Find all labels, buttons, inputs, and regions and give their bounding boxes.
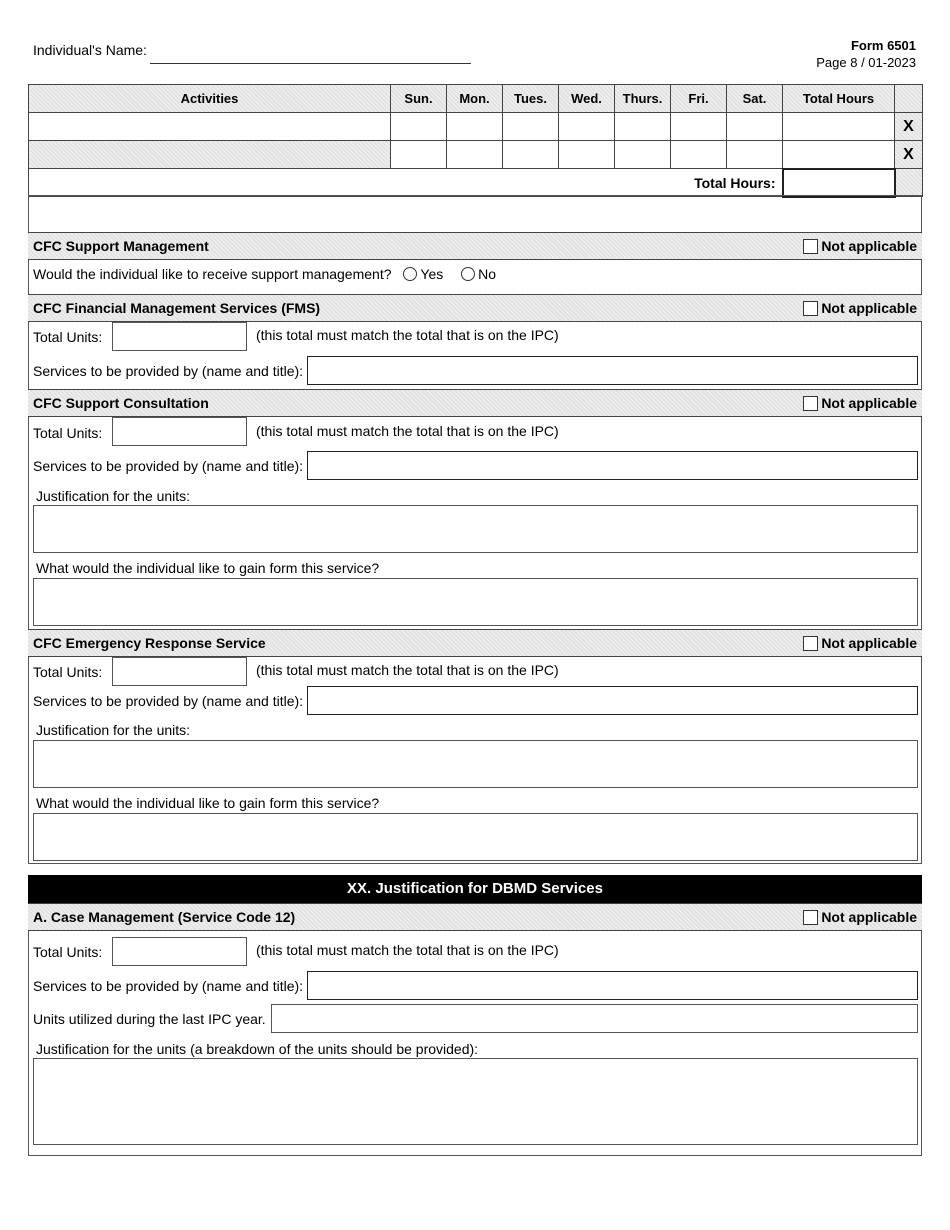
row-total-cell[interactable]: [783, 113, 895, 141]
day-cell[interactable]: [391, 113, 447, 141]
total-hours-label: Total Hours:: [29, 169, 783, 197]
col-fri: Fri.: [671, 85, 727, 113]
support-management-title: CFC Support Management: [33, 238, 209, 254]
fms-provider-input[interactable]: [307, 356, 918, 385]
consultation-title: CFC Support Consultation: [33, 395, 209, 411]
emergency-justification-input[interactable]: [33, 740, 918, 788]
col-actions: [895, 85, 923, 113]
day-cell[interactable]: [391, 141, 447, 169]
emergency-title: CFC Emergency Response Service: [33, 635, 266, 651]
consultation-justification-label: Justification for the units:: [36, 488, 191, 504]
fms-provider-label: Services to be provided by (name and title):: [33, 363, 304, 379]
radio-no[interactable]: [461, 267, 475, 281]
emergency-total-units-label: Total Units:: [33, 664, 103, 680]
dbmd-justification-input[interactable]: [33, 1058, 918, 1145]
day-cell[interactable]: [727, 141, 783, 169]
dbmd-provider-input[interactable]: [307, 971, 918, 1000]
yes-label: Yes: [420, 266, 444, 282]
fms-header: [28, 294, 922, 322]
day-cell[interactable]: [559, 113, 615, 141]
day-cell[interactable]: [559, 141, 615, 169]
day-cell[interactable]: [671, 113, 727, 141]
checkbox-icon[interactable]: [803, 396, 818, 411]
not-applicable-label: Not applicable: [821, 238, 917, 254]
no-label: No: [478, 266, 497, 282]
fms-total-units-label: Total Units:: [33, 329, 103, 345]
emergency-total-units-input[interactable]: [112, 657, 247, 686]
not-applicable-label: Not applicable: [821, 635, 917, 651]
dbmd-total-units-note: (this total must match the total that is on the IPC): [256, 942, 559, 958]
fms-total-units-input[interactable]: [112, 322, 247, 351]
col-sat: Sat.: [727, 85, 783, 113]
fms-total-units-note: (this total must match the total that is on the IPC): [256, 327, 559, 343]
activities-header-row: [29, 85, 923, 113]
consultation-gain-label: What would the individual like to gain form this service?: [36, 560, 380, 576]
total-hours-row: [29, 169, 923, 197]
col-tues: Tues.: [503, 85, 559, 113]
dbmd-utilized-label: Units utilized during the last IPC year.: [33, 1011, 266, 1027]
individual-name-field[interactable]: [150, 63, 471, 64]
emergency-justification-label: Justification for the units:: [36, 722, 191, 738]
emergency-na[interactable]: [803, 635, 917, 651]
dbmd-section-title: XX. Justification for DBMD Services: [28, 875, 922, 903]
dbmd-total-units-label: Total Units:: [33, 944, 103, 960]
checkbox-icon[interactable]: [803, 301, 818, 316]
activities-table: [28, 84, 923, 198]
emergency-provider-input[interactable]: [307, 686, 918, 715]
col-mon: Mon.: [447, 85, 503, 113]
page-info: Page 8 / 01-2023: [816, 55, 916, 70]
consultation-header: [28, 389, 922, 417]
support-management-question: Would the individual like to receive support management?: [33, 266, 392, 282]
total-hours-field[interactable]: [783, 169, 895, 197]
day-cell[interactable]: [615, 141, 671, 169]
activity-cell[interactable]: [29, 141, 391, 169]
col-sun: Sun.: [391, 85, 447, 113]
col-activities: Activities: [29, 85, 391, 113]
consultation-provider-label: Services to be provided by (name and title):: [33, 458, 304, 474]
consultation-na[interactable]: [803, 395, 917, 411]
emergency-header: [28, 629, 922, 657]
col-total-hours: Total Hours: [783, 85, 895, 113]
case-management-header: [28, 903, 922, 931]
activity-cell[interactable]: [29, 113, 391, 141]
support-management-na[interactable]: [803, 238, 917, 254]
day-cell[interactable]: [671, 141, 727, 169]
support-management-header: [28, 232, 922, 260]
row-total-cell[interactable]: [783, 141, 895, 169]
day-cell[interactable]: [447, 141, 503, 169]
case-management-na[interactable]: [803, 909, 917, 925]
day-cell[interactable]: [447, 113, 503, 141]
radio-yes[interactable]: [403, 267, 417, 281]
not-applicable-label: Not applicable: [821, 909, 917, 925]
dbmd-total-units-input[interactable]: [112, 937, 247, 966]
emergency-gain-label: What would the individual like to gain form this service?: [36, 795, 380, 811]
dbmd-utilized-input[interactable]: [271, 1004, 918, 1033]
dbmd-justification-label: Justification for the units (a breakdown of the units should be provided):: [36, 1041, 479, 1057]
day-cell[interactable]: [503, 141, 559, 169]
consultation-total-units-label: Total Units:: [33, 425, 103, 441]
checkbox-icon[interactable]: [803, 910, 818, 925]
delete-row-button[interactable]: X: [895, 113, 923, 141]
not-applicable-label: Not applicable: [821, 300, 917, 316]
emergency-total-units-note: (this total must match the total that is on the IPC): [256, 662, 559, 678]
consultation-justification-input[interactable]: [33, 505, 918, 553]
individual-name-label: Individual's Name:: [33, 42, 147, 58]
col-thurs: Thurs.: [615, 85, 671, 113]
day-cell[interactable]: [615, 113, 671, 141]
not-applicable-label: Not applicable: [821, 395, 917, 411]
day-cell[interactable]: [727, 113, 783, 141]
total-hours-spacer: [895, 169, 923, 197]
form-number: Form 6501: [850, 38, 916, 53]
checkbox-icon[interactable]: [803, 636, 818, 651]
checkbox-icon[interactable]: [803, 239, 818, 254]
consultation-gain-input[interactable]: [33, 578, 918, 626]
day-cell[interactable]: [503, 113, 559, 141]
delete-row-button[interactable]: X: [895, 141, 923, 169]
emergency-provider-label: Services to be provided by (name and title):: [33, 693, 304, 709]
fms-title: CFC Financial Management Services (FMS): [33, 300, 321, 316]
emergency-gain-input[interactable]: [33, 813, 918, 861]
consultation-total-units-note: (this total must match the total that is on the IPC): [256, 423, 559, 439]
consultation-provider-input[interactable]: [307, 451, 918, 480]
table-row: [29, 113, 923, 141]
case-management-title: A. Case Management (Service Code 12): [33, 909, 296, 925]
dbmd-provider-label: Services to be provided by (name and title):: [33, 978, 304, 994]
col-wed: Wed.: [559, 85, 615, 113]
consultation-total-units-input[interactable]: [112, 417, 247, 446]
support-management-question-row: [33, 266, 496, 282]
fms-na[interactable]: [803, 300, 917, 316]
table-row: [29, 141, 923, 169]
